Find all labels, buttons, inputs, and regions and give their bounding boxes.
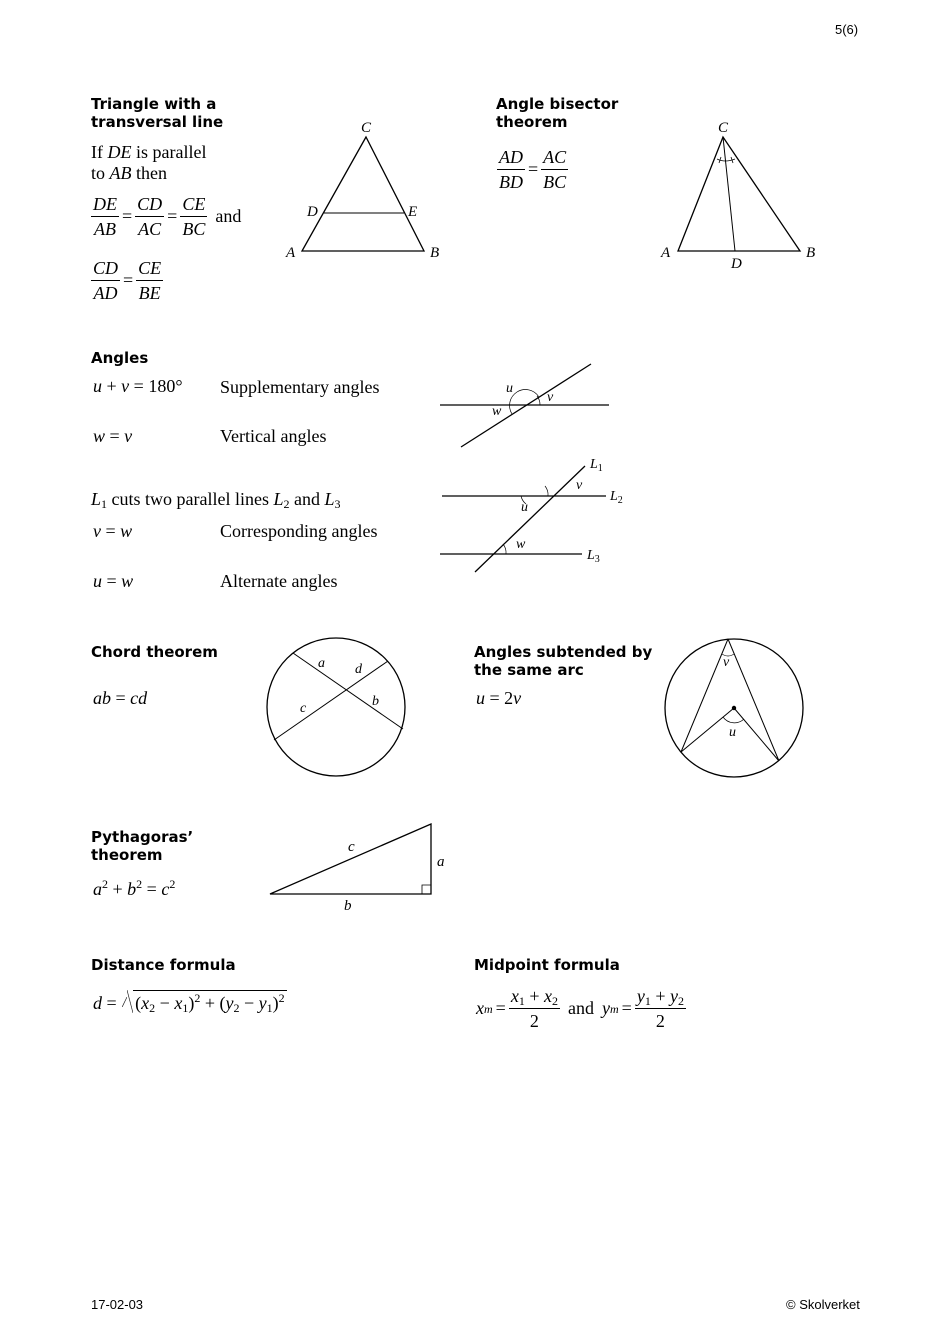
corresponding-label: Corresponding angles — [220, 521, 378, 541]
parallel-lines-diagram — [430, 450, 640, 580]
transversal-ratio-equation: $\frac{DE}{AB}$ = $\frac{CD}{AC}$ = $\frac{CE}{BC}$ and — [93, 194, 242, 239]
supplementary-equation: u + v = 180° — [93, 376, 183, 396]
bisector-equation: $\frac{AD}{BD}$ = $\frac{AC}{BC}$ — [499, 147, 567, 192]
label-l1: $L_1$ — [590, 457, 603, 474]
label-d: D — [307, 204, 318, 220]
label-b: B — [430, 245, 440, 261]
transversal-triangle-diagram — [280, 115, 450, 265]
label-v: v — [723, 655, 730, 670]
midpoint-equation: x m = $\frac{x_1 + x_2}{2}$ and y m = $\frac{y_1 + y_2}{2}$ — [476, 986, 684, 1031]
label-c: C — [361, 120, 372, 136]
angle-bisector-heading: Angle bisector theorem — [496, 95, 619, 131]
label-a: A — [286, 245, 296, 261]
label-a: a — [318, 656, 325, 671]
chord-equation: ab = cd — [93, 688, 148, 708]
label-v: v — [547, 390, 554, 405]
right-triangle-diagram — [260, 815, 460, 920]
label-d: d — [355, 662, 362, 677]
page-number: 5(6) — [835, 22, 859, 37]
pythagoras-heading: Pythagoras’ theorem — [91, 828, 194, 864]
date: 17-02-03 — [91, 1297, 144, 1312]
label-c: c — [300, 701, 307, 716]
label-u: u — [506, 381, 513, 396]
vertical-label: Vertical angles — [220, 426, 327, 446]
arc-equation: u = 2v — [476, 688, 522, 708]
label-a: a — [437, 854, 445, 870]
label-b: b — [372, 694, 379, 709]
label-c: C — [718, 120, 729, 136]
chord-circle-diagram — [260, 630, 420, 785]
copyright: © Skolverket — [786, 1297, 860, 1312]
distance-equation: $d = (x_2 - x_1)^2 + (y_2 - y_1)^2$ — [93, 991, 285, 1015]
pythagoras-equation: $a^2 + b^2 = c^2$ — [93, 877, 176, 899]
distance-heading: Distance formula — [91, 956, 236, 974]
label-b: b — [344, 898, 352, 914]
label-b: B — [806, 245, 816, 261]
label-d: D — [731, 256, 742, 272]
label-w: w — [492, 404, 502, 419]
arc-circle-diagram — [658, 630, 813, 785]
arc-heading: Angles subtended by the same arc — [474, 643, 653, 679]
parallel-lines-statement: $L_1$ cuts two parallel lines $L_2$ and $L_3$ — [91, 489, 341, 511]
alternate-label: Alternate angles — [220, 571, 338, 591]
label-c: c — [348, 839, 355, 855]
transversal-condition: If DE is parallel to AB then — [91, 142, 207, 183]
midpoint-heading: Midpoint formula — [474, 956, 620, 974]
label-e: E — [408, 204, 418, 220]
label-a: A — [661, 245, 671, 261]
supplementary-label: Supplementary angles — [220, 377, 380, 397]
label-u: u — [729, 725, 736, 740]
corresponding-equation: v = w — [93, 521, 133, 541]
label-l3: $L_3$ — [587, 548, 600, 565]
chord-heading: Chord theorem — [91, 643, 218, 661]
label-l2: $L_2$ — [610, 489, 623, 506]
vertical-equation: w = v — [93, 426, 133, 446]
bisector-triangle-diagram — [655, 115, 830, 275]
angles-heading: Angles — [91, 349, 149, 367]
alternate-equation: u = w — [93, 571, 134, 591]
label-w: w — [516, 537, 526, 552]
label-v: v — [576, 478, 583, 493]
triangle-transversal-heading: Triangle with a transversal line — [91, 95, 224, 131]
transversal-segment-equation: $\frac{CD}{AD}$ = $\frac{CE}{BE}$ — [93, 258, 162, 303]
label-u: u — [521, 500, 528, 515]
supplementary-angles-diagram — [430, 355, 630, 455]
